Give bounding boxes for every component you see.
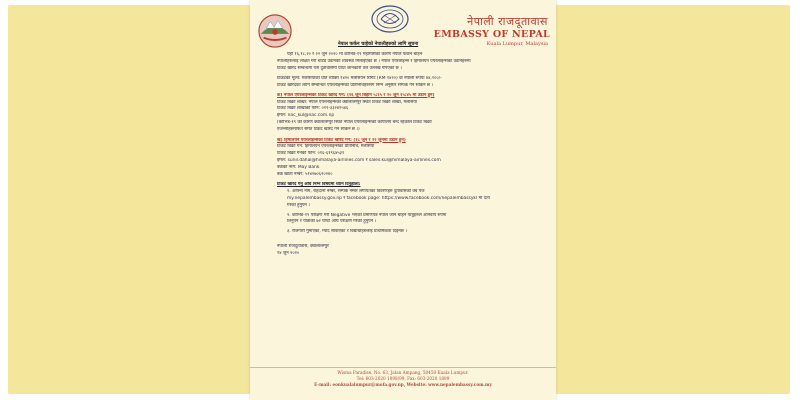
- price-paragraph: [277, 76, 545, 90]
- section-heading: क) नेपाल एयरलाइन्सको टिकट खरिद गर्न: (१६ जुन बिहान ५:१५ र २० जुन १५:४५ मा उडान हुने): [277, 92, 435, 98]
- section-heading: ख) हिमालयन एयरलाइन्सको टिकट खरिद गर्न: (१८ जुन र २२ जुनमा उडान हुने): [277, 137, 406, 143]
- intro-line: टिकट खरिद सम्बन्धमा यस दुतावासमा प्राप्त जानकारी तल उल्लेख गरिएको छ ।: [277, 65, 402, 71]
- section-line: बैंक खाता नम्बर: ५१४२७०६२०२४०: [277, 171, 333, 177]
- section-line: बैंकको नाम: May Bank: [277, 164, 320, 170]
- point-line: लिनुपर्ने र यात्राको ७२ घण्टा अघि परीक्षण गरेको हुनुपर्ने ।: [287, 219, 377, 225]
- himalaya-airlines-section: [277, 138, 545, 179]
- footer-address: Wisma Paradise, No. 63, Jalan Ampang, 50450 Kuala Lumpur.: [337, 370, 469, 375]
- letter-subject: नेपाल फर्कन चाहेकाे नेपालीहरुको लागि सूचना: [338, 42, 419, 47]
- intro-line: नेपालीहरुलाई लक्षित गरी चार्टर्ड उडानको व्यवस्था मिलाईएको छ । नेपाल एयरलाइन्स र हिमालयन एयरलाइन्सका उडानहरुमा: [277, 58, 471, 64]
- nepal-airlines-section: [277, 93, 545, 134]
- point-line: १. आफ्नो नाम, राहदानी नम्बर, सम्पर्क नम्बर लगायतका विवरणहरु दुतावासको वेब पेज: [287, 189, 425, 195]
- letter-date: १४ जुन २०२०: [277, 250, 300, 256]
- letterhead-footer: [250, 367, 556, 388]
- section-line: टिकट बिक्री शाखाको फोन: ०१९-३३२४१५४६: [277, 106, 349, 112]
- section-line: टिकट बिक्री शाखा: नेपाल एयरलाइन्सको क्वालालम्पुर स्थित टिकट बिक्री शाखा, मलेसिया: [277, 99, 417, 105]
- intro-line: यही १६,१८,२० र २२ जुन २०२० मा कोभिड-१९ महामारीका कारण नेपाल फर्कन चाहने: [287, 52, 423, 57]
- section-line: ईमेल: sunil.dahal@himalaya-airlines.com र sales.kul@himalaya-airlines.com: [277, 157, 441, 163]
- embassy-title-english: EMBASSY OF NEPAL: [433, 29, 550, 40]
- footer-email-web: E-mail: eonkualalumpur@mofa.gov.np, Website: www.nepalembassy.com.my: [314, 382, 492, 387]
- point-line: गरेको हुनुपर्ने ।: [287, 202, 310, 208]
- point-line: ३. रोजगारी गुमाएका, म्याद सकिएका र विद्यार्थीहरुलाई प्राथमिकता दिइनेछ ।: [287, 229, 407, 235]
- embassy-stamp-icon: [370, 4, 410, 34]
- footer-phones: Tel: 603-2020 1898/99, Fax: 603-2020 1899: [356, 376, 450, 381]
- notice-section: [277, 182, 545, 236]
- section-line: ईमेल: nac_kul@nac.com.np: [277, 113, 335, 119]
- point-line: २. कोभिड-१९ परीक्षण गरी Negative भएको प्रमाणपत्र नेपाल जान चाहने यात्रुहरुले अनिवार्य रुपमा: [287, 212, 447, 218]
- section-line: एजेन्सीहरुमार्फत समेत टिकट खरिद गर्न सकिने छ ।): [277, 126, 360, 132]
- section-line: टिकट बिक्री गर्ने: हिमालयन एयरलाइन्सका प्रतिनिधि, मलेसिया: [277, 144, 375, 150]
- section-line: (कोभिड-१९ को कारण क्वालालम्पुर स्थित नेपाल एयरलाइन्सको कार्यालय बन्द रहेकोले टिकट बिक्री: [277, 119, 432, 125]
- closing-signature: नेपाली राजदूतावास, क्वालालम्पुर: [277, 243, 329, 249]
- section-line: टिकट बिक्री गर्नेको फोन: ०१६-६१९६४५३१: [277, 151, 345, 157]
- intro-paragraph: [277, 52, 545, 72]
- letter-body: [277, 52, 545, 258]
- nepal-emblem-icon: [256, 13, 294, 49]
- point-line: my.nepalembassy.gov.np र facebook page: https://www.facebook.com/nepalembassykl मा दर्ता: [287, 195, 490, 201]
- section-heading: टिकट खरिद गर्नु अघि निम्न विषयमा ध्यान दिनुहोला:: [277, 182, 361, 188]
- price-line: टिकटको मूल्य: मलेसियाको प्रति व्यक्ति १४२० मलेसियन रिंगिट (RM १४२०) वा नेपाली रुपैयाँ ४४,१००/-: [277, 75, 442, 81]
- letter-sheet: [250, 0, 556, 400]
- embassy-title-nepali: नेपाली राजदूतावास: [467, 15, 548, 28]
- embassy-city: Kuala Lumpur, Malaysia: [486, 41, 548, 47]
- price-note: टिकट खरिदका लागि सम्बन्धित एयरलाइन्सका प्रतिनिधिहरुसँग निम्न अनुसार सम्पर्क गर्न सकिने छ ।: [277, 82, 434, 88]
